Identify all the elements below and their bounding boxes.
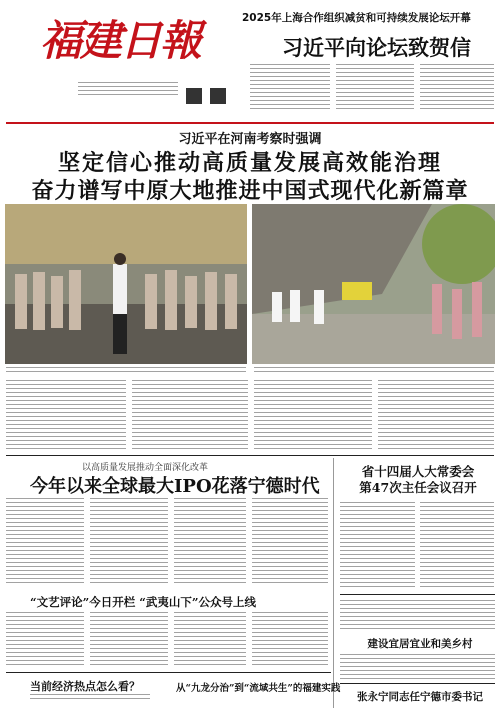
ipo-body [90,498,168,586]
divider [340,683,495,684]
right-body [340,600,495,630]
qr-code [210,88,226,104]
photo-factory-image [5,204,247,364]
divider [6,672,331,673]
ipo-body [252,498,328,586]
culture-body [252,612,328,668]
ipo-body [6,498,84,586]
lead-headline-2: 奋力谱写中原大地推进中国式现代化新篇章 [31,178,469,204]
masthead-info [78,82,178,96]
practice-headline: 从“九龙分治”到“流域共生”的福建实践 [176,683,341,694]
top-story-body [420,64,494,112]
photo-outdoor-image [252,204,495,364]
top-story-kicker: 2025年上海合作组织减贫和可持续发展论坛开幕 [242,12,471,24]
culture-body [90,612,168,668]
lead-body [6,380,126,450]
divider [6,455,494,456]
lead-body [132,380,248,450]
ipo-body [174,498,246,586]
lead-headline-1: 坚定信心推动高质量发展高效能治理 [57,150,442,176]
npc-body [340,502,415,588]
npc-headline-2: 第47次主任会议召开 [359,480,477,495]
divider [6,122,494,124]
culture-headline: “文艺评论”今日开栏 “武夷山下”公众号上线 [30,595,256,609]
lead-body [254,380,372,450]
column-divider [333,458,334,708]
masthead-logo [40,8,220,80]
photo-caption [6,367,246,375]
economy-sub [30,694,150,700]
top-story-body [336,64,414,112]
wuyi-headline: 建设宜居宜业和美乡村 [367,638,473,650]
qr-code [186,88,202,104]
npc-headline-1: 省十四届人大常委会 [361,464,475,479]
photo-outdoor [252,204,495,364]
photo-factory [5,204,247,364]
divider [340,594,495,595]
culture-body [6,612,84,668]
economy-headline: 当前经济热点怎么看？ [30,680,140,693]
logo-text: 福建日報 [40,16,201,65]
top-story-body [250,64,330,112]
photo-caption [254,367,494,375]
ipo-kicker: 以高质量发展推动全面深化改革 [82,463,209,473]
lead-body [378,380,494,450]
ipo-headline: 今年以来全球最大IPO花落宁德时代 [30,476,320,497]
culture-body [174,612,246,668]
top-story-headline: 习近平向论坛致贺信 [282,35,471,60]
wuyi-body [340,654,495,680]
lead-kicker: 习近平在河南考察时强调 [178,132,322,147]
zhang-headline: 张永宁同志任宁德市委书记 [357,691,483,703]
npc-body [420,502,494,588]
